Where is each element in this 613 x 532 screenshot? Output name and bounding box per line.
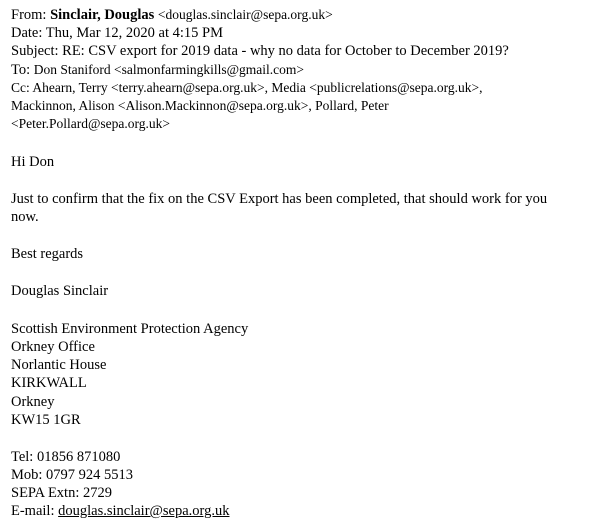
signature-org: Scottish Environment Protection Agency	[11, 321, 249, 337]
closing: Best regards	[11, 246, 84, 262]
signature-extn: SEPA Extn: 2729	[11, 485, 112, 501]
greeting: Hi Don	[11, 154, 55, 170]
from-line	[11, 6, 333, 24]
cc-line-2: Mackinnon, Alison <Alison.Mackinnon@sepa.org.uk>, Pollard, Peter	[11, 98, 389, 113]
date-line	[11, 24, 223, 42]
signature-building: Norlantic House	[11, 357, 107, 373]
from-name: Sinclair, Douglas	[50, 7, 155, 23]
cc-value-1: Ahearn, Terry <terry.ahearn@sepa.org.uk>, Media <publicrelations@sepa.org.uk>,	[32, 80, 483, 95]
sender-name: Douglas Sinclair	[11, 283, 109, 299]
subject-line	[11, 42, 509, 60]
signature-postcode: KW15 1GR	[11, 412, 81, 428]
to-line	[11, 61, 304, 79]
signature-office: Orkney Office	[11, 339, 95, 355]
subject-label: Subject:	[11, 43, 59, 59]
email-link[interactable]: douglas.sinclair@sepa.org.uk	[58, 503, 230, 519]
signature-town: KIRKWALL	[11, 375, 87, 391]
signature-region: Orkney	[11, 394, 55, 410]
signature-tel: Tel: 01856 871080	[11, 449, 121, 465]
date-label: Date:	[11, 25, 43, 41]
cc-label: Cc:	[11, 80, 30, 95]
to-value: Don Staniford <salmonfarmingkills@gmail.com>	[33, 62, 305, 77]
from-email: <douglas.sinclair@sepa.org.uk>	[157, 7, 333, 22]
cc-line-1	[11, 79, 483, 97]
signature-email-line	[11, 502, 229, 520]
email-label: E-mail:	[11, 503, 55, 519]
cc-line-3: <Peter.Pollard@sepa.org.uk>	[11, 116, 171, 131]
subject-value: RE: CSV export for 2019 data - why no data for October to December 2019?	[62, 43, 509, 59]
message-line-2: now.	[11, 209, 39, 225]
date-value: Thu, Mar 12, 2020 at 4:15 PM	[45, 25, 223, 41]
to-label: To:	[11, 62, 31, 78]
from-label: From:	[11, 7, 47, 23]
signature-mob: Mob: 0797 924 5513	[11, 467, 134, 483]
message-line-1: Just to confirm that the fix on the CSV Export has been completed, that should work for you	[11, 191, 548, 207]
